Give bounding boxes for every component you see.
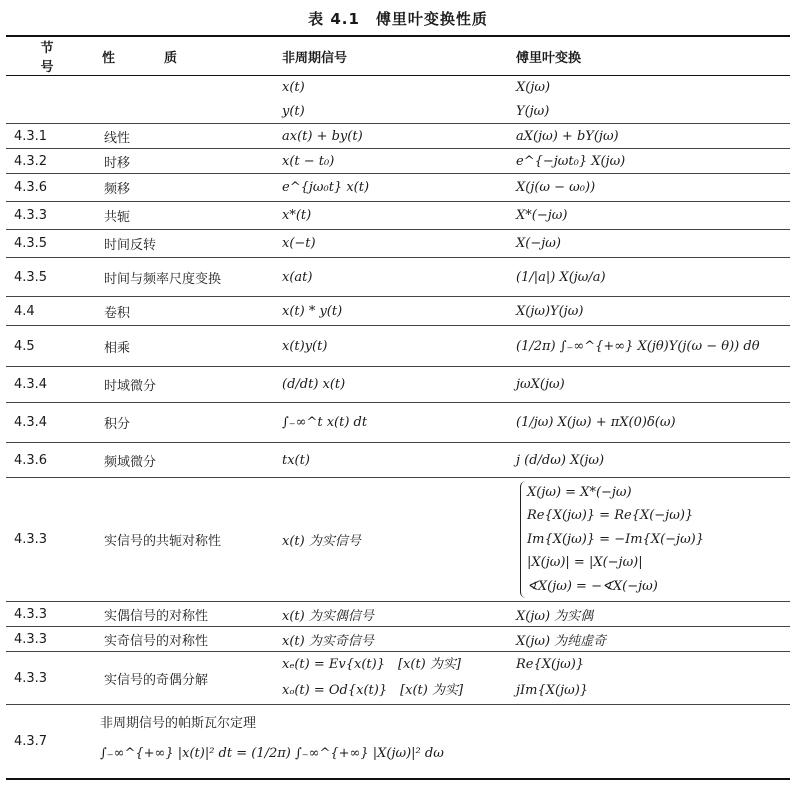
odd-part-line: xₒ(t) = Od{x(t)} [x(t) 为实] bbox=[282, 683, 464, 698]
header-transform: 傅里叶变换 bbox=[512, 36, 790, 76]
row-section: 4.3.4 bbox=[6, 367, 96, 403]
row-section: 4.3.3 bbox=[6, 652, 96, 705]
row-transform: X(−jω) bbox=[512, 230, 790, 258]
table-row bbox=[6, 297, 790, 326]
row-transform bbox=[512, 478, 790, 602]
row-section: 4.5 bbox=[6, 326, 96, 367]
conjugate-symmetry-brace bbox=[520, 481, 786, 599]
symmetry-line: X(jω) = X*(−jω) bbox=[527, 484, 632, 500]
even-part-transform: Re{X(jω)} bbox=[516, 657, 585, 672]
row-transform: X*(−jω) bbox=[512, 202, 790, 230]
row-property: 实偶信号的对称性 bbox=[96, 602, 278, 627]
row-transform: aX(jω) + bY(jω) bbox=[512, 124, 790, 149]
table-row bbox=[6, 174, 790, 202]
row-transform: (1/|a|) X(jω/a) bbox=[512, 258, 790, 297]
parseval-equation: ∫₋∞^{+∞} |x(t)|² dt = (1/2π) ∫₋∞^{+∞} |X(jω)|² dω bbox=[100, 746, 444, 762]
row-section: 4.3.6 bbox=[6, 443, 96, 478]
row-signal: x(−t) bbox=[278, 230, 512, 258]
symmetry-line: Im{X(jω)} = −Im{X(−jω)} bbox=[527, 531, 705, 547]
row-property: 频移 bbox=[96, 174, 278, 202]
table-row bbox=[6, 627, 790, 652]
table-row bbox=[6, 478, 790, 602]
row-signal: (d/dt) x(t) bbox=[278, 367, 512, 403]
row-section: 4.3.7 bbox=[6, 705, 96, 779]
row-signal: ∫₋∞^t x(t) dt bbox=[278, 403, 512, 443]
row-signal: x(t) 为实偶信号 bbox=[278, 602, 512, 627]
row-section: 4.3.5 bbox=[6, 258, 96, 297]
table-row bbox=[6, 403, 790, 443]
row-transform: X(j(ω − ω₀)) bbox=[512, 174, 790, 202]
row-property bbox=[96, 100, 278, 124]
row-property: 频域微分 bbox=[96, 443, 278, 478]
symmetry-line: ∢X(jω) = −∢X(−jω) bbox=[527, 578, 658, 594]
row-section: 4.3.6 bbox=[6, 174, 96, 202]
row-property: 时移 bbox=[96, 149, 278, 174]
table-row bbox=[6, 149, 790, 174]
row-property: 实信号的奇偶分解 bbox=[96, 652, 278, 705]
row-signal: x*(t) bbox=[278, 202, 512, 230]
parseval-cell bbox=[96, 705, 790, 779]
row-property: 时域微分 bbox=[96, 367, 278, 403]
row-section: 4.3.3 bbox=[6, 627, 96, 652]
row-property: 相乘 bbox=[96, 326, 278, 367]
row-section bbox=[6, 76, 96, 100]
row-transform bbox=[512, 652, 790, 705]
row-signal bbox=[278, 652, 512, 705]
parseval-title: 非周期信号的帕斯瓦尔定理 bbox=[100, 716, 257, 732]
header-section: 节 号 bbox=[6, 36, 96, 76]
table-row bbox=[6, 202, 790, 230]
table-row bbox=[6, 326, 790, 367]
row-transform: Y(jω) bbox=[512, 100, 790, 124]
row-signal: x(at) bbox=[278, 258, 512, 297]
row-signal: x(t) 为实信号 bbox=[278, 478, 512, 602]
even-part-line: xₑ(t) = Ev{x(t)} [x(t) 为实] bbox=[282, 657, 461, 672]
row-signal: e^{jω₀t} x(t) bbox=[278, 174, 512, 202]
row-transform: (1/2π) ∫₋∞^{+∞} X(jθ)Y(j(ω − θ)) dθ bbox=[512, 326, 790, 367]
row-transform: jωX(jω) bbox=[512, 367, 790, 403]
table-row bbox=[6, 443, 790, 478]
table-row bbox=[6, 602, 790, 627]
row-transform: e^{−jωt₀} X(jω) bbox=[512, 149, 790, 174]
row-property: 实奇信号的对称性 bbox=[96, 627, 278, 652]
row-property: 时间与频率尺度变换 bbox=[96, 258, 278, 297]
symmetry-line: Re{X(jω)} = Re{X(−jω)} bbox=[527, 508, 694, 524]
row-signal: x(t − t₀) bbox=[278, 149, 512, 174]
header-property: 性 质 bbox=[96, 36, 278, 76]
table-title: 表 4.1 傅里叶变换性质 bbox=[308, 10, 488, 28]
table-row bbox=[6, 258, 790, 297]
row-section: 4.4 bbox=[6, 297, 96, 326]
row-property: 线性 bbox=[96, 124, 278, 149]
row-transform: X(jω) 为纯虚奇 bbox=[512, 627, 790, 652]
row-transform: (1/jω) X(jω) + πX(0)δ(ω) bbox=[512, 403, 790, 443]
row-signal: x(t) 为实奇信号 bbox=[278, 627, 512, 652]
row-section: 4.3.3 bbox=[6, 478, 96, 602]
odd-part-transform: jIm{X(jω)} bbox=[516, 683, 589, 698]
row-section: 4.3.5 bbox=[6, 230, 96, 258]
row-section: 4.3.3 bbox=[6, 202, 96, 230]
row-signal: x(t)y(t) bbox=[278, 326, 512, 367]
table-row bbox=[6, 100, 790, 124]
row-signal: tx(t) bbox=[278, 443, 512, 478]
row-property: 卷积 bbox=[96, 297, 278, 326]
row-property: 共轭 bbox=[96, 202, 278, 230]
row-property bbox=[96, 76, 278, 100]
row-section: 4.3.2 bbox=[6, 149, 96, 174]
row-signal: x(t) bbox=[282, 80, 305, 96]
table-row bbox=[6, 367, 790, 403]
row-transform: j (d/dω) X(jω) bbox=[512, 443, 790, 478]
table-row bbox=[6, 76, 790, 100]
row-section: 4.3.3 bbox=[6, 602, 96, 627]
row-transform: X(jω)Y(jω) bbox=[512, 297, 790, 326]
table-row bbox=[6, 652, 790, 705]
row-section: 4.3.1 bbox=[6, 124, 96, 149]
row-transform: X(jω) 为实偶 bbox=[512, 602, 790, 627]
fourier-properties-table bbox=[6, 35, 790, 780]
row-signal: x(t) * y(t) bbox=[278, 297, 512, 326]
row-section: 4.3.4 bbox=[6, 403, 96, 443]
row-property: 实信号的共轭对称性 bbox=[96, 478, 278, 602]
header-row bbox=[6, 36, 790, 76]
header-signal: 非周期信号 bbox=[278, 36, 512, 76]
table-row bbox=[6, 230, 790, 258]
row-transform: X(jω) bbox=[516, 80, 551, 96]
table-row bbox=[6, 124, 790, 149]
row-section bbox=[6, 100, 96, 124]
row-property: 时间反转 bbox=[96, 230, 278, 258]
table-row bbox=[6, 705, 790, 779]
row-signal: y(t) bbox=[278, 100, 512, 124]
row-property: 积分 bbox=[96, 403, 278, 443]
symmetry-line: |X(jω)| = |X(−jω)| bbox=[527, 555, 643, 571]
row-signal: ax(t) + by(t) bbox=[278, 124, 512, 149]
